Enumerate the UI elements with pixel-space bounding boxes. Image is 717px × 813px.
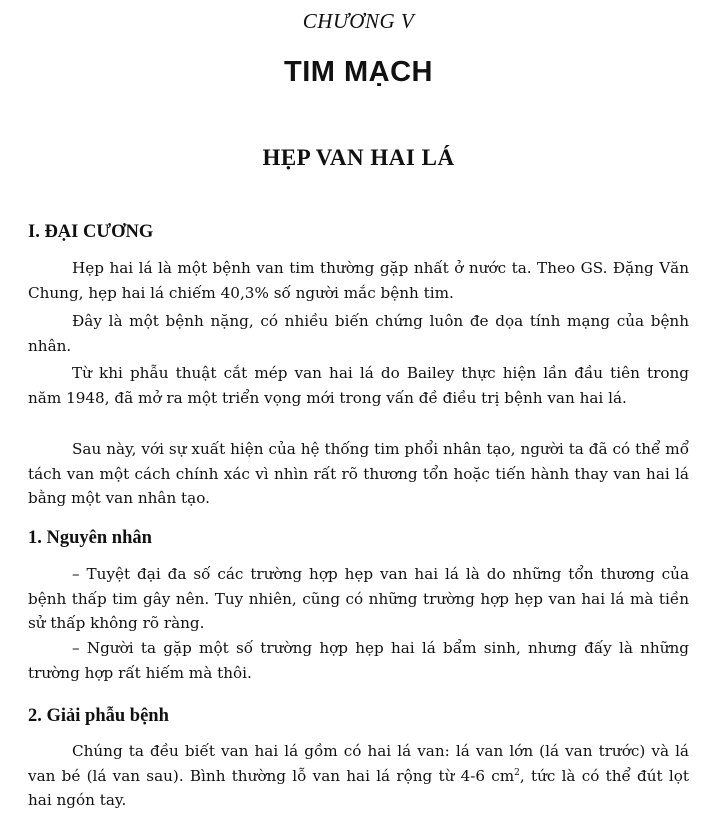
paragraph-intro-4: Sau này, với sự xuất hiện của hệ thống tim phổi nhân tạo, người ta đã có thể mổ tách van một cách chính xác vì nhìn rất rõ thương tổn hoặc tiến hành thay van hai lá bằng một van nhân tạo. [28,440,689,507]
paragraph-anatomy-text-1: Chúng ta đều biết van hai lá gồm có hai lá van: lá van lớn (lá van trước) và lá van bé (lá van sau). Bình thường lỗ van hai lá rộng từ 4-6 cm [28,742,689,785]
paragraph-cause-1: – Tuyệt đại đa số các trường hợp hẹp van hai lá là do những tổn thương của bệnh thấp tim gây nên. Tuy nhiên, cũng có những trường hợp hẹp van hai lá mà tiền sử thấp không rõ ràng. [28,565,689,632]
paragraph-intro-2: Đây là một bệnh nặng, có nhiều biến chứng luôn đe dọa tính mạng của bệnh nhân. [28,312,689,355]
paragraph-cause-2: – Người ta gặp một số trường hợp hẹp hai lá bẩm sinh, nhưng đấy là những trường hợp rất hiếm mà thôi. [28,639,689,682]
paragraph-anatomy-text-2: , tức là có thể đút lọt hai ngón tay. [28,766,689,809]
heading-nguyen-nhan: 1. Nguyên nhân [28,528,152,548]
paragraph-intro-3: Từ khi phẫu thuật cắt mép van hai lá do Bailey thực hiện lần đầu tiên trong năm 1948, đã mở ra một triển vọng mới trong vấn đề điều trị bệnh van hai lá. [28,364,689,407]
heading-giai-phau-benh: 2. Giải phẫu bệnh [28,706,169,726]
section-title: HẸP VAN HAI LÁ [262,145,455,170]
paragraph-anatomy [28,739,689,813]
chapter-label: CHƯƠNG V [302,9,415,33]
chapter-title: TIM MẠCH [284,56,433,88]
paragraph-intro-1: Hẹp hai lá là một bệnh van tim thường gặp nhất ở nước ta. Theo GS. Đặng Văn Chung, hẹp hai lá chiếm 40,3% số người mắc bệnh tim. [28,259,689,302]
heading-dai-cuong: I. ĐẠI CƯƠNG [28,222,154,242]
superscript-two: 2 [514,767,520,778]
